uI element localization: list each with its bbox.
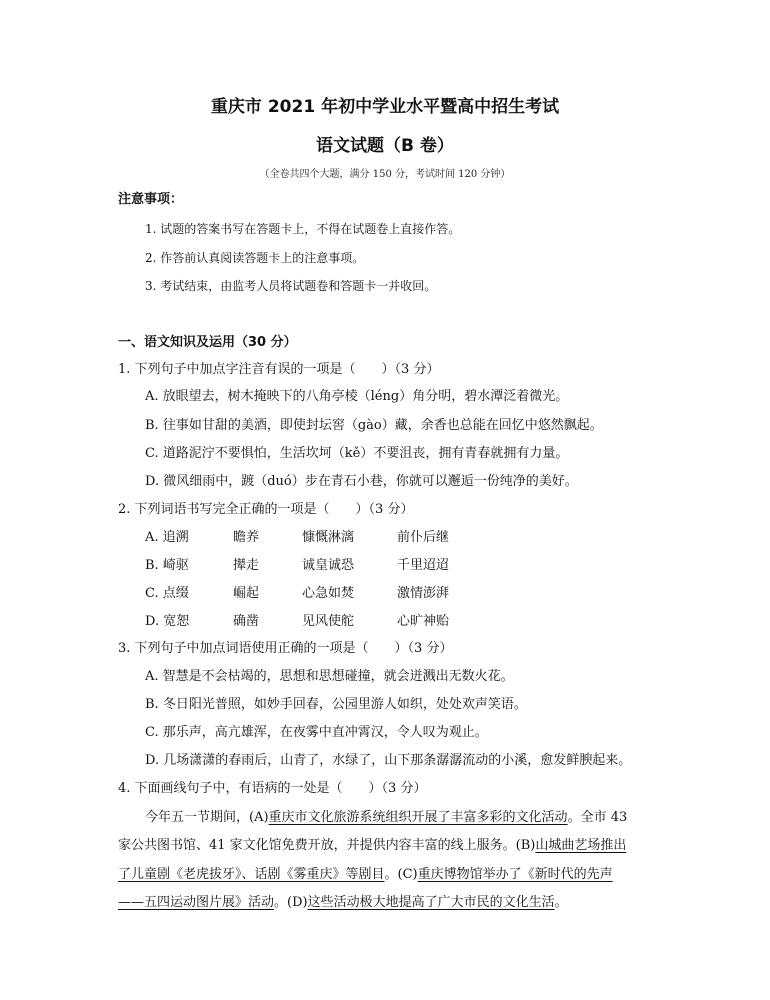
underlined-sentence-b: 山城曲艺场推出: [535, 838, 627, 853]
notice-item: 1. 试题的答案书写在答题卡上，不得在试题卷上直接作答。: [145, 222, 461, 236]
question-4-stem: 4. 下面画线句子中，有语病的一处是（ ）（3 分）: [118, 781, 427, 796]
q2-word: D. 宽恕: [145, 614, 190, 629]
q2-word: 前仆后继: [397, 530, 450, 545]
underlined-sentence-b-cont: 了儿童剧《老虎拔牙》、话剧《雾重庆》等剧目: [118, 867, 385, 882]
q4-passage-line: [118, 866, 658, 884]
q3-option-d: D. 几场潇潇的春雨后，山青了，水绿了，山下那条潺潺流动的小溪，愈发鲜腴起来。: [145, 753, 632, 768]
section-heading: 一、语文知识及运用（30 分）: [118, 335, 297, 350]
q2-word: 千里迢迢: [397, 558, 450, 573]
q2-word: 心急如焚: [302, 586, 355, 601]
question-3-stem: 3. 下列句子中加点词语使用正确的一项是（ ）（3 分）: [118, 641, 453, 656]
passage-text: 。(D): [274, 895, 308, 910]
q2-word: 瞻养: [233, 530, 260, 545]
underlined-sentence-d: 这些活动极大地提高了广大市民的文化生活: [307, 895, 555, 910]
q2-word: 激情澎湃: [397, 586, 450, 601]
q1-option-c: C. 道路泥泞不要惧怕，生活坎坷（kě）不要沮丧，拥有青春就拥有力量。: [145, 446, 569, 461]
underlined-sentence-a: 重庆市文化旅游系统组织开展了丰富多彩的文化活动: [268, 810, 568, 825]
q2-word: 慷慨淋漓: [302, 530, 355, 545]
q1-option-d: D. 微风细雨中，踱（duó）步在青石小巷，你就可以邂逅一份纯净的美好。: [145, 474, 578, 489]
passage-text: 家公共图书馆、41 家文化馆免费开放，并提供内容丰富的线上服务。(B): [118, 838, 536, 853]
q3-option-c: C. 那乐声，高亢雄浑，在夜雾中直冲霄汉，令人叹为观止。: [145, 725, 488, 740]
q2-word: C. 点缀: [145, 586, 189, 601]
q4-passage-line: [145, 809, 685, 827]
q2-word: 诚皇诚恐: [302, 558, 355, 573]
passage-text: 。: [554, 895, 568, 910]
q2-word: 心旷神贻: [397, 614, 450, 629]
passage-text: 。(C): [384, 867, 418, 882]
q2-word: 确凿: [233, 614, 260, 629]
q1-option-a: A. 放眼望去，树木掩映下的八角亭棱（léng）角分明，碧水潭泛着微光。: [145, 389, 569, 404]
question-2-stem: 2. 下列词语书写完全正确的一项是（ ）（3 分）: [118, 502, 414, 517]
q3-option-b: B. 冬日阳光普照，如妙手回春，公园里游人如织，处处欢声笑语。: [145, 697, 527, 712]
q4-passage-line: [118, 894, 658, 912]
underlined-sentence-c: 重庆博物馆举办了《新时代的先声: [417, 867, 613, 882]
q3-option-a: A. 智慧是不会枯竭的，思想和思想碰撞，就会迸溅出无数火花。: [145, 669, 514, 684]
notice-item: 2. 作答前认真阅读答题卡上的注意事项。: [145, 251, 365, 265]
q4-passage-line: [118, 837, 658, 855]
q1-option-b: B. 往事如甘甜的美酒，即使封坛窖（gào）藏，余香也总能在回忆中悠然飘起。: [145, 418, 603, 433]
underlined-sentence-c-cont: ——五四运动图片展》活动: [118, 895, 275, 910]
notice-heading: 注意事项：: [118, 192, 184, 207]
passage-text: 。全市 43: [567, 810, 628, 825]
passage-text: 今年五一节期间，(A): [145, 810, 269, 825]
q2-word: 撵走: [233, 558, 260, 573]
paper-title: 语文试题（B 卷）: [316, 136, 454, 156]
q2-word: 崛起: [233, 586, 260, 601]
q2-word: B. 崎驱: [145, 558, 189, 573]
q2-word: A. 追溯: [145, 530, 189, 545]
question-1-stem: 1. 下列句子中加点字注音有误的一项是（ ）（3 分）: [118, 362, 440, 377]
notice-item: 3. 考试结束，由监考人员将试题卷和答题卡一并收回。: [145, 279, 437, 293]
exam-title: 重庆市 2021 年初中学业水平暨高中招生考试: [210, 97, 560, 117]
exam-info: （全卷共四个大题，满分 150 分，考试时间 120 分钟）: [259, 169, 511, 180]
q2-word: 见风使舵: [302, 614, 355, 629]
